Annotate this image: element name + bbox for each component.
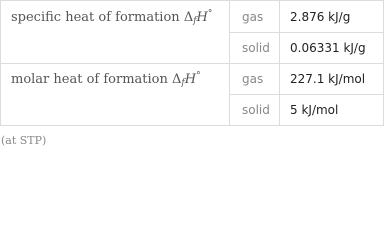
row-divider	[1, 63, 384, 64]
property-molar-heat-of-formation	[11, 71, 201, 88]
property-label: molar heat of formation	[11, 72, 168, 87]
phase-label: gas	[242, 10, 264, 24]
phase-label: solid	[242, 41, 270, 55]
value-cell: 5 kJ/mol	[290, 103, 339, 117]
value-cell: 227.1 kJ/mol	[290, 72, 366, 86]
value-cell: 2.876 kJ/g	[290, 10, 351, 24]
property-specific-heat-of-formation	[11, 9, 212, 26]
value-cell: 0.06331 kJ/g	[290, 41, 366, 55]
phase-label: gas	[242, 72, 264, 86]
property-label: specific heat of formation	[11, 10, 180, 25]
row-divider	[229, 94, 384, 95]
phase-label: solid	[242, 103, 270, 117]
row-divider	[229, 32, 384, 33]
property-symbol: $\Delta_fH^\circ$	[183, 9, 213, 26]
footnote: (at STP)	[1, 134, 47, 147]
property-symbol: $\Delta_fH^\circ$	[172, 71, 201, 88]
